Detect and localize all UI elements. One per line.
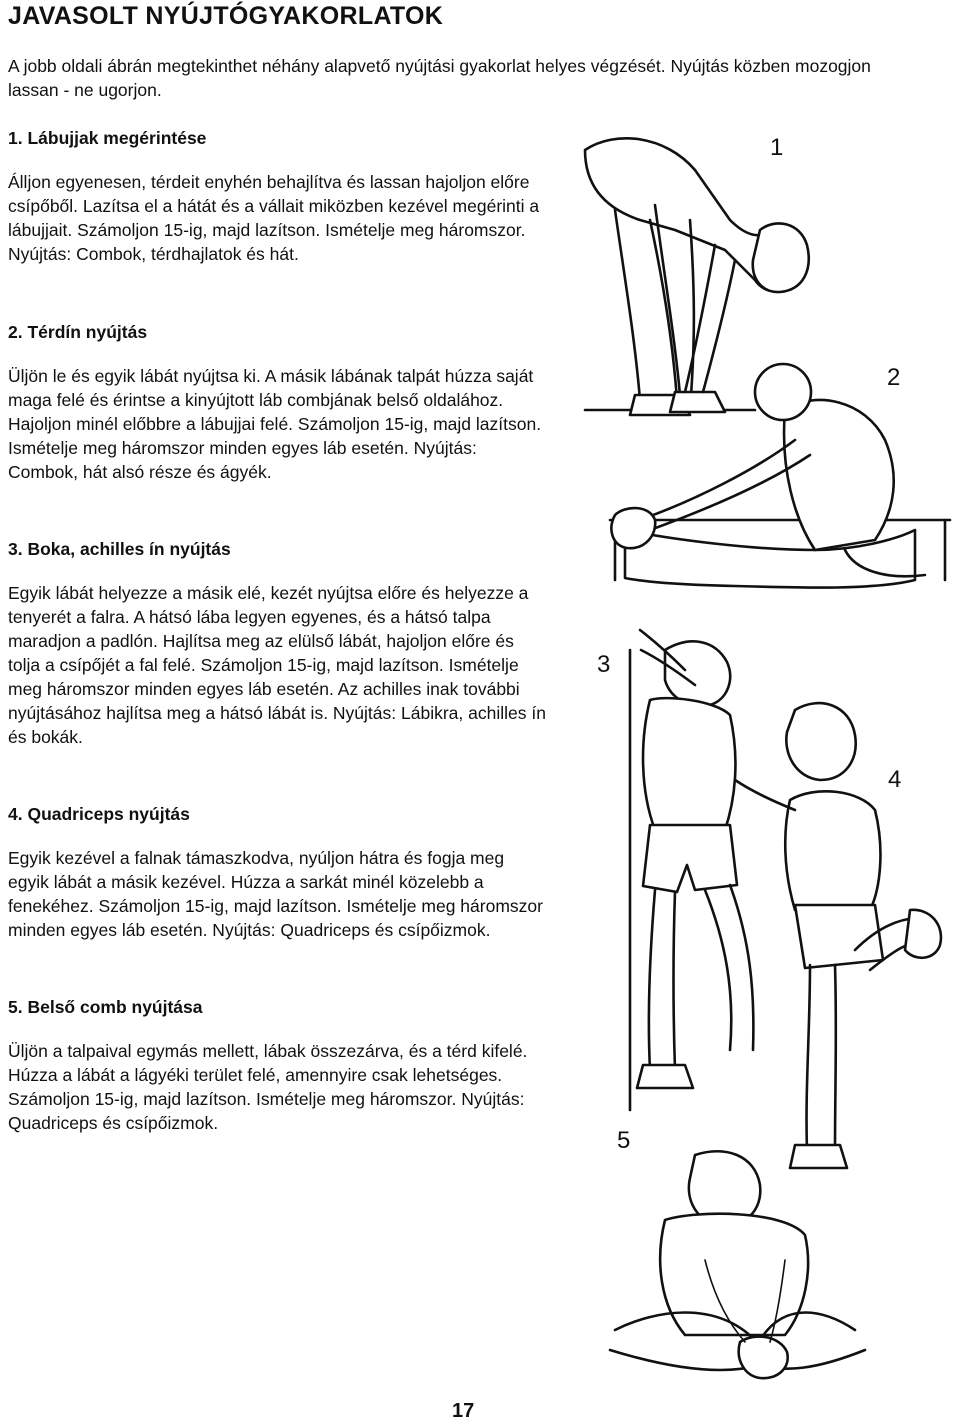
section-body: Üljön le és egyik lábát nyújtsa ki. A másik lábának talpát húzza saját maga felé és érintse a kinyújtott láb combjának belső oldalához. Hajoljon minél előbbre a lábujjai felé. Számoljon 15-ig, majd lazítson. Ismételje meg háromszor minden egyes láb esetén. Nyújtás: Combok, hát alsó része és ágyék.: [8, 366, 542, 482]
section-body: Üljön a talpaival egymás mellett, lábak összezárva, és a térd kifelé. Húzza a lábát a lágyéki terület felé, amennyire csak lehetséges. Számoljon 15-ig, majd lazítson. Ismételje meg háromszor. Nyújtás: Quadriceps és csípőizmok.: [8, 1041, 528, 1133]
section-heading: 2. Térdín nyújtás: [8, 322, 148, 342]
figure-number-4: 4: [888, 766, 902, 793]
intro-paragraph: A jobb oldali ábrán megtekinthet néhány alapvető nyújtási gyakorlat helyes végzését. Nyújtás közben mozogjon lassan - ne ugorjon.: [8, 56, 871, 100]
section-calf-achilles-stretch: [8, 537, 548, 749]
section-body: Álljon egyenesen, térdeit enyhén behajlítva és lassan hajoljon előre csípőből. Lazítsa el a hátát és a vállait miközben kezével megérinti a lábujjait. Számoljon 15-ig, majd lazítson. Ismételje meg háromszor. Nyújtás: Combok, térdhajlatok és hát.: [8, 172, 540, 264]
illustration-canvas: [555, 110, 960, 1395]
section-inner-thigh-stretch: [8, 995, 548, 1135]
section-heading: 3. Boka, achilles ín nyújtás: [8, 539, 231, 559]
figure-4-quad-stretch-drawing: [735, 703, 941, 1168]
section-heading: 1. Lábujjak megérintése: [8, 128, 207, 148]
figure-5-inner-thigh-drawing: [610, 1151, 865, 1378]
section-heading: 4. Quadriceps nyújtás: [8, 804, 190, 824]
figure-number-3: 3: [597, 651, 611, 678]
page-number: 17: [452, 1400, 475, 1422]
stretching-illustrations: [555, 110, 960, 1395]
section-hamstring-stretch: [8, 320, 548, 484]
figure-3-calf-stretch-drawing: [630, 630, 753, 1110]
page-title: JAVASOLT NYÚJTÓGYAKORLATOK: [8, 2, 444, 30]
section-toe-touch: [8, 126, 548, 266]
figure-number-2: 2: [887, 364, 901, 391]
section-body: Egyik kezével a falnak támaszkodva, nyúljon hátra és fogja meg egyik lábát a másik kezével. Húzza a sarkát minél közelebb a fenekéhez. Számoljon 15-ig, majd lazítson. Ismételje meg háromszor minden egyes láb esetén. Nyújtás: Quadriceps és csípőizmok.: [8, 848, 543, 940]
figure-number-1: 1: [770, 134, 784, 161]
section-quadriceps-stretch: [8, 802, 548, 942]
section-heading: 5. Belső comb nyújtása: [8, 997, 203, 1017]
figure-number-5: 5: [617, 1127, 631, 1154]
section-body: Egyik lábát helyezze a másik elé, kezét nyújtsa előre és helyezze a tenyerét a falra. A hátsó lába legyen egyenes, és a hátsó talpa maradjon a padlón. Hajlítsa meg az elülső lábát, hajoljon előre és tolja a csípőjét a fal felé. Számoljon 15-ig, majd lazítson. Ismételje meg háromszor minden egyes láb esetén. Az achilles inak további nyújtásához hajlítsa meg a hátsó lábát is. Nyújtás: Lábikra, achilles ín és bokák.: [8, 583, 546, 747]
